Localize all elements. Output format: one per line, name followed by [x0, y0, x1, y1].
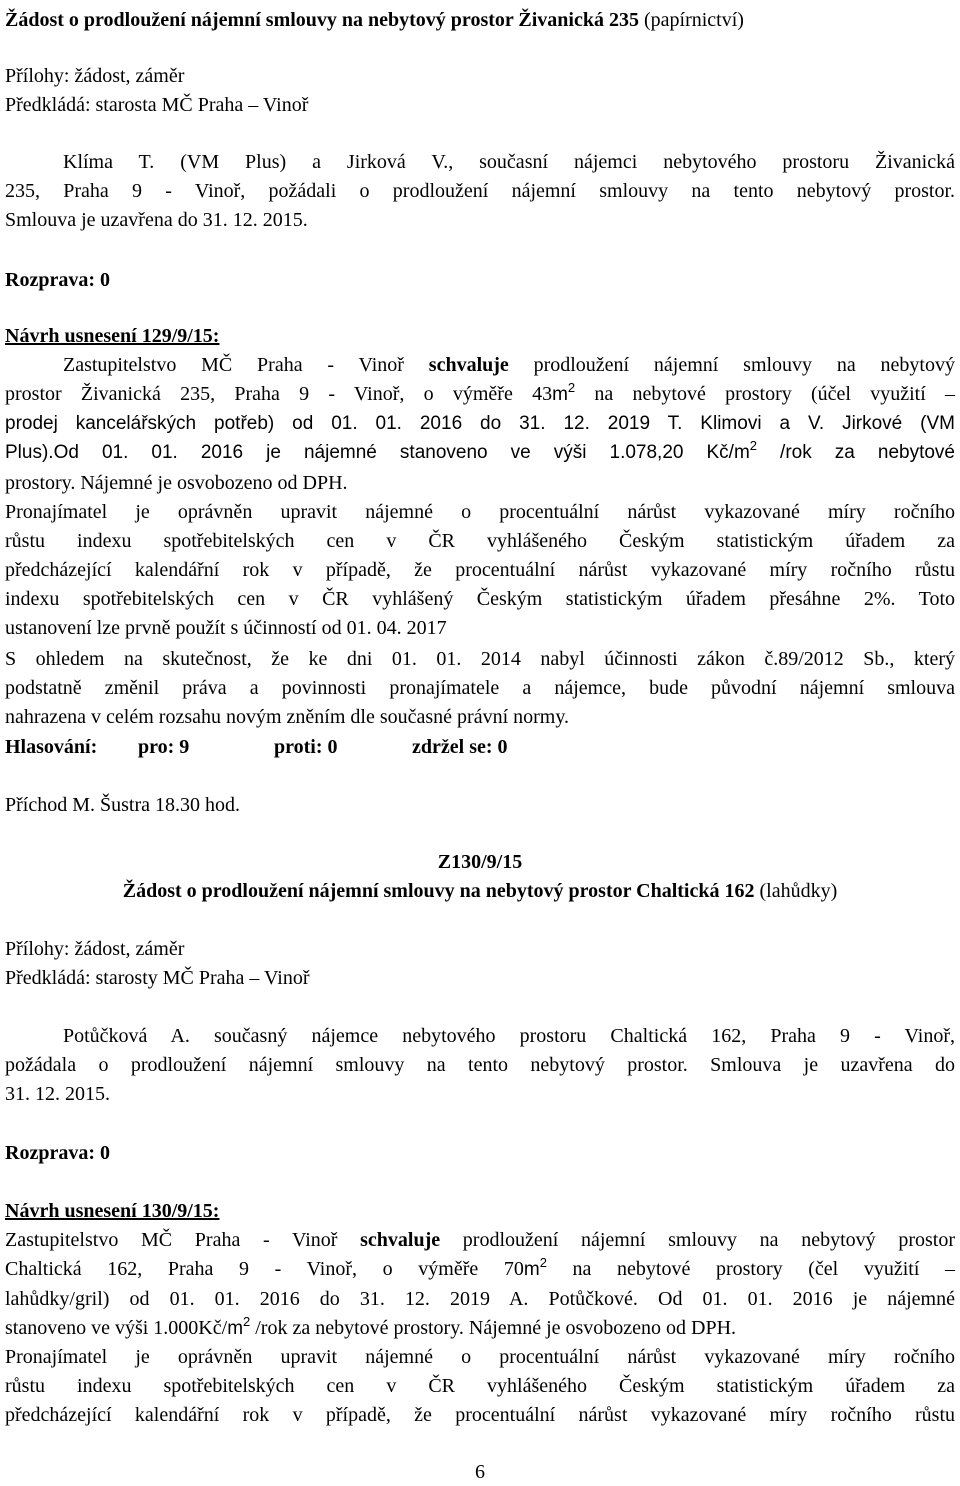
section2-code: Z130/9/15	[437, 851, 523, 873]
text: Zastupitelstvo MČ Praha - Vinoř	[5, 1229, 361, 1251]
page-number: 6	[475, 1461, 485, 1483]
section2-attachments: Přílohy: žádost, záměr	[5, 938, 185, 960]
unit-m2	[552, 380, 576, 405]
section1-resolution-line-2	[5, 380, 955, 409]
unit-sup: 2	[567, 380, 576, 395]
text: /rok za nebytové prostory. Nájemné je osvobozeno od DPH.	[250, 1317, 737, 1339]
section2-resolution-line-6: růstu indexu spotřebitelských cen v ČR vyhlášeného Českým statistickým úřadem za	[5, 1375, 955, 1397]
approves-text: schvaluje	[428, 354, 509, 376]
section1-resolution-line-9: indexu spotřebitelských cen v ČR vyhlášený Českým statistickým úřadem přesáhne 2%. Toto	[5, 588, 955, 610]
section2-heading-paren: (lahůdky)	[754, 880, 838, 902]
section1-resolution-line-5: prostory. Nájemné je osvobozeno od DPH.	[5, 472, 348, 494]
section1-submitter: Předkládá: starosta MČ Praha – Vinoř	[5, 94, 309, 116]
approves-text: schvaluje	[360, 1229, 441, 1251]
section1-resolution-line-13: nahrazena v celém rozsahu novým zněním dle současné právní normy.	[5, 706, 570, 728]
vote-for: pro: 9	[138, 736, 190, 758]
unit-m: m	[227, 1318, 244, 1339]
section1-resolution-line-6: Pronajímatel je oprávněn upravit nájemné o procentuální nárůst vykazované míry ročního	[5, 501, 955, 523]
section2-resolution-line-3: lahůdky/gril) od 01. 01. 2016 do 31. 12. 2019 A. Potůčkové. Od 01. 01. 2016 je nájemné	[5, 1288, 955, 1310]
section1-intro-line-3: Smlouva je uzavřena do 31. 12. 2015.	[5, 209, 308, 231]
section1-heading-bold: Žádost o prodloužení nájemní smlouvy na nebytový prostor Živanická 235	[5, 9, 639, 31]
section1-resolution-line-1	[63, 351, 955, 379]
unit-m: m	[552, 384, 568, 405]
text: Chaltická 162, Praha 9 - Vinoř, o výměře 70	[5, 1258, 524, 1280]
section1-intro-line-1: Klíma T. (VM Plus) a Jirková V., současní nájemci nebytového prostoru Živanická	[63, 151, 955, 173]
text: stanoveno ve výši 1.000Kč/	[5, 1317, 228, 1339]
unit-m2	[227, 1314, 251, 1339]
text: prostor Živanická 235, Praha 9 - Vinoř, o výměře 43	[5, 383, 553, 405]
section1-resolution-line-10: ustanovení lze prvně použít s účinností od 01. 04. 2017	[5, 617, 447, 639]
section1-proposal-title: Návrh usnesení 129/9/15:	[5, 325, 220, 347]
text: na nebytové prostory (čel využití –	[546, 1258, 955, 1280]
section2-submitter: Předkládá: starosty MČ Praha – Vinoř	[5, 967, 310, 989]
section1-vote	[5, 733, 955, 761]
section2-resolution-line-1	[5, 1226, 955, 1254]
section1-resolution-line-8: předcházející kalendářní rok v případě, že procentuální nárůst vykazované míry ročního růstu	[5, 559, 955, 581]
section2-intro-line-1: Potůčková A. současný nájemce nebytového prostoru Chaltická 162, Praha 9 - Vinoř,	[63, 1025, 955, 1047]
section2-resolution-line-5: Pronajímatel je oprávněn upravit nájemné o procentuální nárůst vykazované míry ročního	[5, 1346, 955, 1368]
unit-m: m	[733, 442, 750, 463]
unit-sup: 2	[749, 438, 758, 453]
text: Plus).Od 01. 01. 2016 je nájemné stanoveno ve výši 1.078,20 Kč/	[5, 442, 734, 463]
section2-intro-line-2: požádala o prodloužení nájemní smlouvy na tento nebytový prostor. Smlouva je uzavřena do	[5, 1054, 955, 1076]
text: Zastupitelstvo MČ Praha - Vinoř	[63, 354, 429, 376]
section2-resolution-line-2	[5, 1255, 955, 1284]
section2-heading-bold: Žádost o prodloužení nájemní smlouvy na nebytový prostor Chaltická 162	[122, 880, 755, 902]
unit-sup: 2	[539, 1255, 547, 1270]
text: /rok za nebytové	[757, 442, 955, 463]
section1-resolution-line-7: růstu indexu spotřebitelských cen v ČR vyhlášeného Českým statistickým úřadem za	[5, 530, 955, 552]
section2-heading	[0, 877, 960, 905]
section1-debate: Rozprava: 0	[5, 269, 110, 291]
section1-heading	[5, 6, 955, 34]
section2-intro-line-3: 31. 12. 2015.	[5, 1083, 110, 1105]
unit-m2	[733, 438, 758, 463]
section1-arrival: Příchod M. Šustra 18.30 hod.	[5, 794, 240, 816]
text: prodloužení nájemní smlouvy na nebytový prostor	[440, 1229, 955, 1251]
section2-proposal-title: Návrh usnesení 130/9/15:	[5, 1200, 220, 1222]
unit-sup: 2	[243, 1314, 251, 1329]
section1-intro-line-2: 235, Praha 9 - Vinoř, požádali o prodloužení nájemní smlouvy na tento nebytový prostor.	[5, 180, 955, 202]
text: na nebytové prostory (účel využití –	[575, 383, 955, 405]
vote-abstain: zdržel se: 0	[412, 736, 508, 758]
section1-resolution-line-4	[5, 439, 955, 467]
vote-against: proti: 0	[274, 736, 338, 758]
section1-resolution-line-12: podstatně změnil práva a povinnosti pronajímatele a nájemce, bude původní nájemní smlouva	[5, 677, 955, 699]
section1-heading-paren: (papírnictví)	[638, 9, 744, 31]
unit-m2	[523, 1255, 547, 1280]
unit-m: m	[523, 1259, 540, 1280]
section2-resolution-line-7: předcházející kalendářní rok v případě, že procentuální nárůst vykazované míry ročního růstu	[5, 1404, 955, 1426]
text: prodloužení nájemní smlouvy na nebytový	[508, 354, 955, 376]
section1-resolution-line-11: S ohledem na skutečnost, že ke dni 01. 01. 2014 nabyl účinnosti zákon č.89/2012 Sb., který	[5, 648, 955, 670]
section2-debate: Rozprava: 0	[5, 1142, 110, 1164]
vote-label: Hlasování:	[5, 736, 98, 758]
section2-resolution-line-4	[5, 1314, 955, 1343]
section1-resolution-line-3: prodej kancelářských potřeb) od 01. 01. 2016 do 31. 12. 2019 T. Klimovi a V. Jirkové (VM	[5, 413, 955, 434]
section1-attachments: Přílohy: žádost, záměr	[5, 65, 185, 87]
